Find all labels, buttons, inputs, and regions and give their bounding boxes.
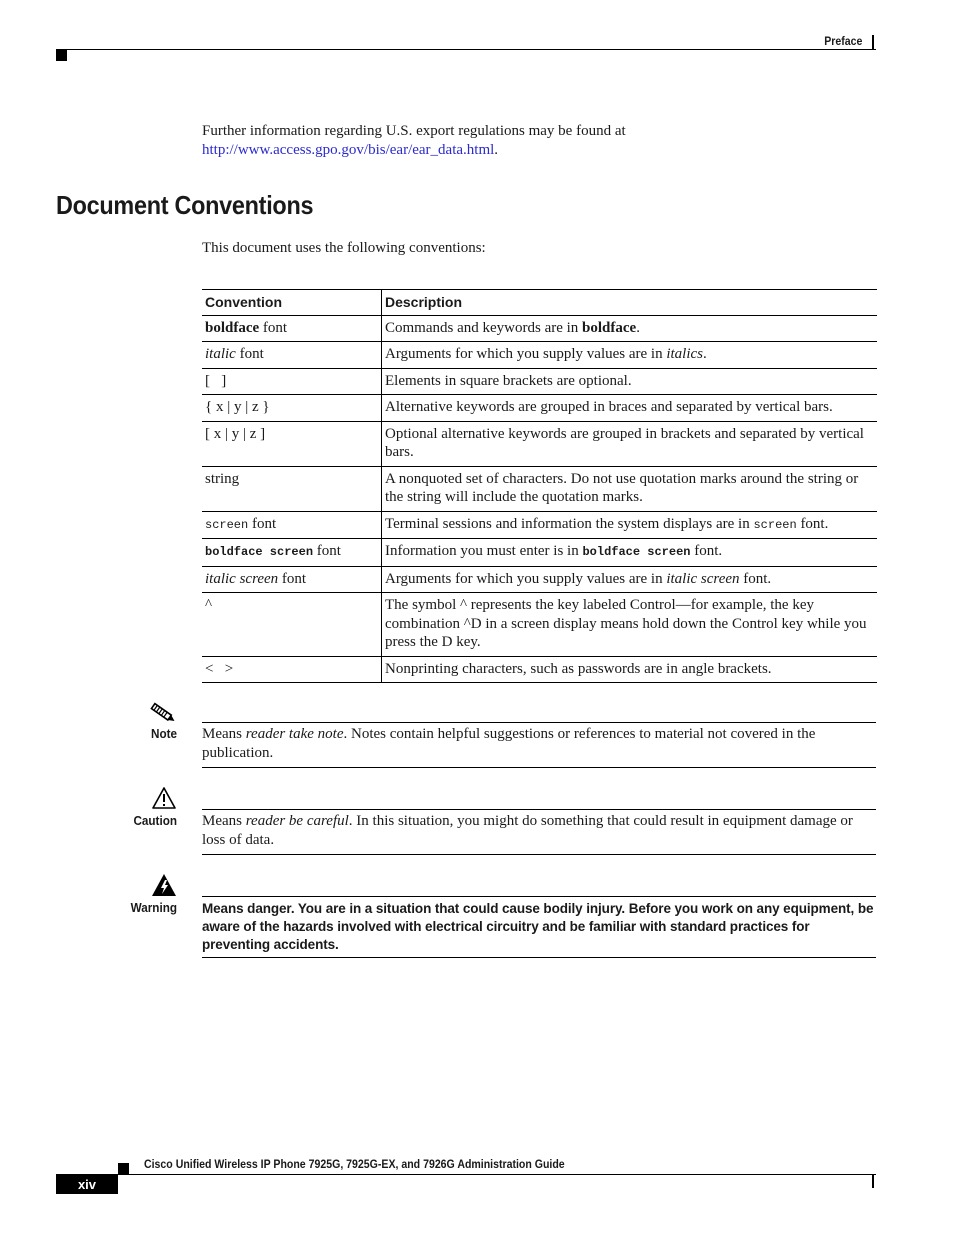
table-row (202, 656, 877, 683)
description-text: Arguments for which you supply values are in (385, 570, 667, 587)
description-text: Arguments for which you supply values are in (385, 346, 667, 362)
description-cell (382, 511, 878, 539)
footer-tick (872, 1175, 874, 1188)
description-cell: Optional alternative keywords are grouped in brackets and separated by vertical bars. (382, 421, 878, 466)
conventions-table (202, 289, 877, 683)
convention-cell (202, 342, 382, 369)
convention-cell: string (202, 466, 382, 511)
convention-cell: [ x | y | z ] (202, 421, 382, 466)
convention-cell: ^ (202, 593, 382, 657)
lead-paragraph: This document uses the following conventions: (202, 240, 486, 256)
description-end: . (703, 346, 707, 362)
caution-label: Caution (133, 813, 177, 828)
pencil-icon (148, 702, 178, 724)
export-regulations-link[interactable]: http://www.access.gpo.gov/bis/ear/ear_data.html (202, 142, 495, 158)
description-cell (382, 315, 878, 342)
convention-cell (202, 566, 382, 593)
convention-cell: [ ] (202, 368, 382, 395)
convention-sample: boldface screen (205, 545, 314, 559)
header-tick (872, 35, 874, 50)
description-sample: screen (753, 517, 797, 532)
section-title: Document Conventions (56, 190, 314, 220)
description-cell: Alternative keywords are grouped in braces and separated by vertical bars. (382, 395, 878, 422)
convention-sample: italic (205, 346, 236, 362)
warning-bolt-icon (151, 873, 177, 897)
note-text-body: . Notes contain helpful suggestions or references to material not covered in the publication. (202, 726, 816, 761)
table-row (202, 539, 877, 567)
description-text: Commands and keywords are in (385, 319, 583, 336)
table-row (202, 593, 877, 657)
table-row (202, 395, 877, 422)
note-top-rule (202, 722, 876, 723)
description-cell: Elements in square brackets are optional. (382, 368, 878, 395)
convention-cell: < > (202, 656, 382, 683)
convention-cell (202, 315, 382, 342)
caution-emphasis: reader be careful (245, 813, 349, 829)
caution-triangle-icon (151, 786, 177, 810)
table-row (202, 315, 877, 342)
column-header-description: Description (382, 290, 878, 316)
note-text-start: Means (202, 726, 246, 742)
description-text: Information you must enter is in (385, 543, 583, 559)
convention-cell (202, 511, 382, 539)
running-header: Preface (823, 34, 862, 48)
footer-title: Cisco Unified Wireless IP Phone 7925G, 7925G-EX, and 7926G Administration Guide (144, 1157, 565, 1171)
description-sample: italic screen (666, 570, 740, 587)
description-end: font. (690, 543, 723, 559)
note-label: Note (150, 726, 177, 741)
column-header-convention: Convention (202, 290, 382, 316)
description-end: font. (796, 515, 829, 532)
footer-marker (118, 1163, 129, 1174)
convention-suffix: font (259, 319, 288, 336)
description-cell (382, 539, 878, 567)
caution-bottom-rule (202, 854, 876, 855)
export-info-period: . (494, 142, 499, 158)
description-sample: boldface screen (582, 545, 691, 559)
note-bottom-rule (202, 767, 876, 768)
convention-suffix: font (278, 570, 307, 587)
caution-text (202, 812, 876, 850)
convention-sample: screen (205, 517, 249, 532)
description-end: . (636, 319, 640, 336)
warning-bottom-rule (202, 957, 876, 958)
description-cell: A nonquoted set of characters. Do not use quotation marks around the string or the string will include the quotation marks. (382, 466, 878, 511)
table-row (202, 566, 877, 593)
convention-suffix: font (248, 515, 277, 532)
description-cell: Nonprinting characters, such as passwords are in angle brackets. (382, 656, 878, 683)
description-text: Terminal sessions and information the system displays are in (385, 515, 754, 532)
note-text (202, 725, 876, 763)
description-cell: The symbol ^ represents the key labeled Control—for example, the key combination ^D in a screen display means hold down the Control key while you press the D key. (382, 593, 878, 657)
convention-sample: boldface (205, 319, 260, 336)
table-row (202, 466, 877, 511)
page-number: xiv (56, 1175, 118, 1194)
convention-suffix: font (313, 543, 341, 559)
description-sample: italics (666, 346, 704, 362)
caution-text-body: . In this situation, you might do something that could result in equipment damage or loss of data. (202, 813, 853, 848)
table-row (202, 511, 877, 539)
caution-text-start: Means (202, 813, 246, 829)
description-end: font. (739, 570, 772, 587)
table-row (202, 368, 877, 395)
description-cell (382, 342, 878, 369)
convention-cell: { x | y | z } (202, 395, 382, 422)
export-info-text: Further information regarding U.S. export regulations may be found at (202, 123, 626, 139)
table-row (202, 421, 877, 466)
caution-top-rule (202, 809, 876, 810)
export-info-paragraph (202, 122, 876, 160)
warning-text: Means danger. You are in a situation that could cause bodily injury. Before you work on any equipment, be aware of the hazards involved with electrical circuitry and be familiar with standard practices for preventing accidents. (202, 901, 874, 952)
footer-rule (56, 1174, 876, 1175)
note-emphasis: reader take note (245, 726, 344, 742)
convention-suffix: font (235, 346, 264, 362)
description-cell (382, 566, 878, 593)
table-row (202, 342, 877, 369)
warning-top-rule (202, 896, 876, 897)
table-header-row (202, 290, 877, 316)
warning-label: Warning (130, 900, 177, 915)
convention-sample: italic screen (205, 570, 279, 587)
header-rule (56, 49, 876, 50)
description-sample: boldface (582, 319, 637, 336)
convention-cell (202, 539, 382, 567)
header-marker (56, 50, 67, 61)
